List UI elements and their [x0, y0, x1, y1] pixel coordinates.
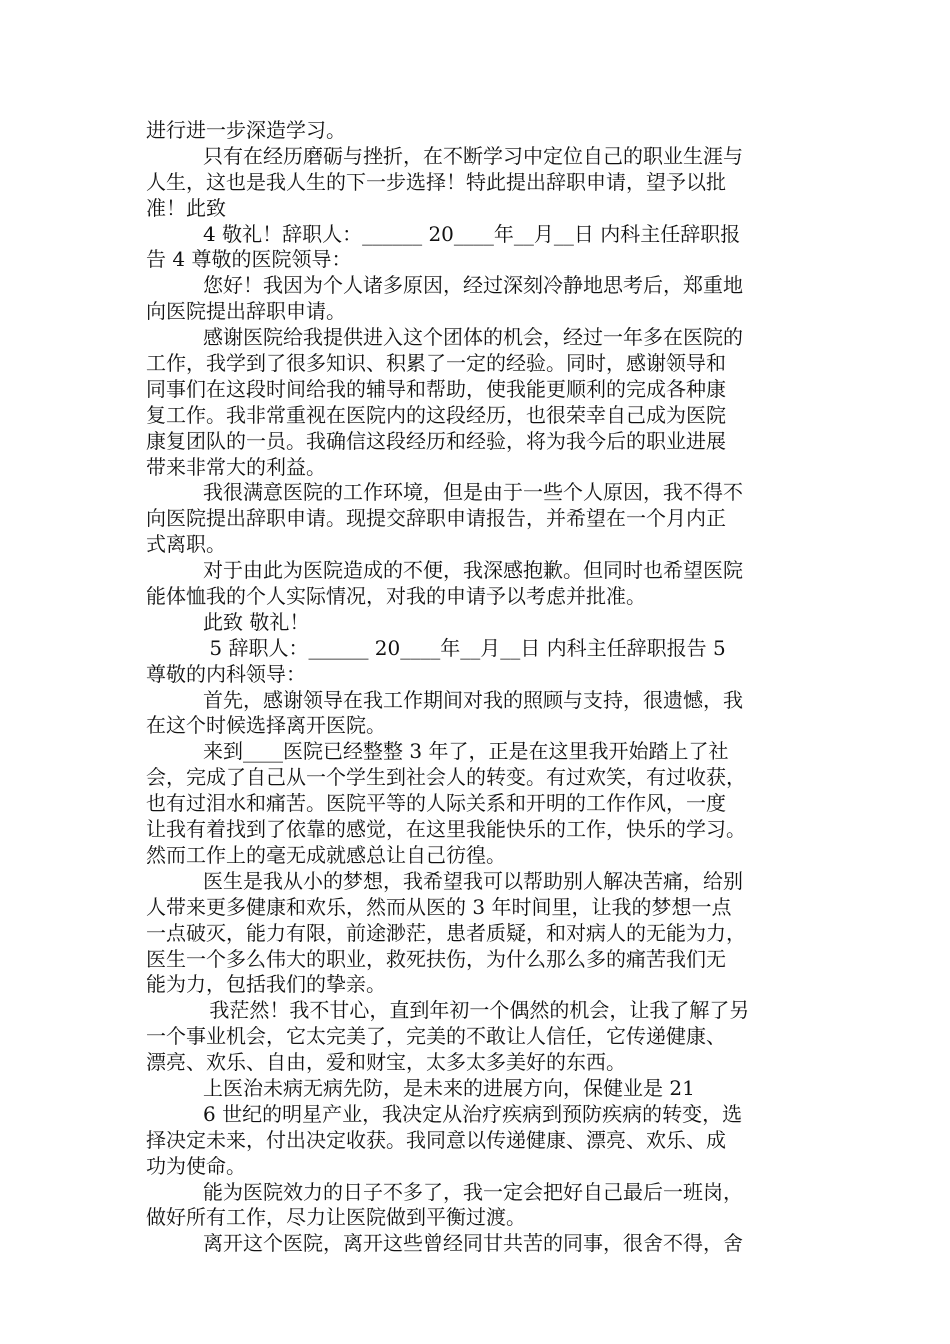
text-line: 来到____医院已经整整 3 年了，正是在这里我开始踏上了社 — [203, 739, 729, 764]
text-line: 离开这个医院，离开这些曾经同甘共苦的同事，很舍不得，舍 — [203, 1231, 743, 1256]
text-line: 我很满意医院的工作环境，但是由于一些个人原因，我不得不 — [203, 480, 743, 505]
text-line: 此致 敬礼！ — [203, 609, 310, 634]
text-line: 式离职。 — [146, 532, 226, 557]
text-line: 进行进一步深造学习。 — [146, 118, 346, 142]
text-line: 能体恤我的个人实际情况，对我的申请予以考虑并批准。 — [146, 584, 646, 609]
text-line: 尊敬的内科领导： — [146, 661, 306, 686]
text-line: 带来非常大的利益。 — [146, 454, 326, 479]
text-line: 能为医院效力的日子不多了，我一定会把好自己最后一班岗， — [203, 1179, 743, 1204]
text-line: 做好所有工作，尽力让医院做到平衡过渡。 — [146, 1205, 526, 1230]
text-line: 向医院提出辞职申请。 — [146, 299, 346, 324]
text-line: 首先，感谢领导在我工作期间对我的照顾与支持，很遗憾，我 — [203, 687, 743, 712]
text-line: 择决定未来，付出决定收获。我同意以传递健康、漂亮、欢乐、成 — [146, 1127, 726, 1152]
text-line: 在这个时候选择离开医院。 — [146, 713, 386, 738]
text-line: 工作，我学到了很多知识、积累了一定的经验。同时，感谢领导和 — [146, 351, 726, 376]
text-line: 然而工作上的毫无成就感总让自己彷徨。 — [146, 842, 506, 867]
text-line: 只有在经历磨砺与挫折，在不断学习中定位自己的职业生涯与 — [203, 143, 743, 168]
text-line: 感谢医院给我提供进入这个团体的机会，经过一年多在医院的 — [203, 325, 743, 350]
text-line: 准！此致 — [146, 195, 226, 220]
text-line: 对于由此为医院造成的不便，我深感抱歉。但同时也希望医院 — [203, 558, 743, 583]
text-line: 让我有着找到了依靠的感觉，在这里我能快乐的工作，快乐的学习。 — [146, 817, 746, 842]
document-body — [146, 118, 836, 1257]
text-line: 也有过泪水和痛苦。医院平等的人际关系和开明的工作作风，一度 — [146, 791, 726, 816]
text-line: 我茫然！我不甘心，直到年初一个偶然的机会，让我了解了另 — [203, 998, 750, 1023]
text-line: 能为力，包括我们的挚亲。 — [146, 972, 386, 997]
text-line: 上医治未病无病先防，是未来的进展方向，保健业是 21 — [203, 1075, 695, 1100]
text-line: 5 辞职人：______ 20____年__月__日 内科主任辞职报告 5 — [203, 635, 726, 660]
text-line: 人生，这也是我人生的下一步选择！特此提出辞职申请，望予以批 — [146, 169, 726, 194]
text-line: 您好！我因为个人诸多原因，经过深刻冷静地思考后，郑重地 — [203, 273, 743, 298]
text-line: 同事们在这段时间给我的辅导和帮助，使我能更顺利的完成各种康 — [146, 376, 726, 401]
text-line: 4 敬礼！辞职人：______ 20____年__月__日 内科主任辞职报 — [203, 221, 741, 246]
text-line: 功为使命。 — [146, 1153, 246, 1178]
text-line: 告 4 尊敬的医院领导： — [146, 247, 352, 272]
text-line: 会，完成了自己从一个学生到社会人的转变。有过欢笑，有过收获， — [146, 765, 746, 790]
text-line: 向医院提出辞职申请。现提交辞职申请报告，并希望在一个月内正 — [146, 506, 726, 531]
text-line: 复工作。我非常重视在医院内的这段经历，也很荣幸自己成为医院 — [146, 402, 726, 427]
text-line: 康复团队的一员。我确信这段经历和经验，将为我今后的职业进展 — [146, 428, 726, 453]
text-line: 漂亮、欢乐、自由，爱和财宝，太多太多美好的东西。 — [146, 1050, 626, 1075]
text-line: 一点破灭，能力有限，前途渺茫，患者质疑，和对病人的无能为力， — [146, 920, 746, 945]
text-line: 一个事业机会，它太完美了，完美的不敢让人信任，它传递健康、 — [146, 1024, 726, 1049]
text-line: 医生一个多么伟大的职业，救死扶伤，为什么那么多的痛苦我们无 — [146, 946, 726, 971]
text-line: 人带来更多健康和欢乐，然而从医的 3 年时间里，让我的梦想一点 — [146, 894, 732, 919]
text-line: 6 世纪的明星产业，我决定从治疗疾病到预防疾病的转变，选 — [203, 1101, 743, 1126]
text-line: 医生是我从小的梦想，我希望我可以帮助别人解决苦痛，给别 — [203, 868, 743, 893]
